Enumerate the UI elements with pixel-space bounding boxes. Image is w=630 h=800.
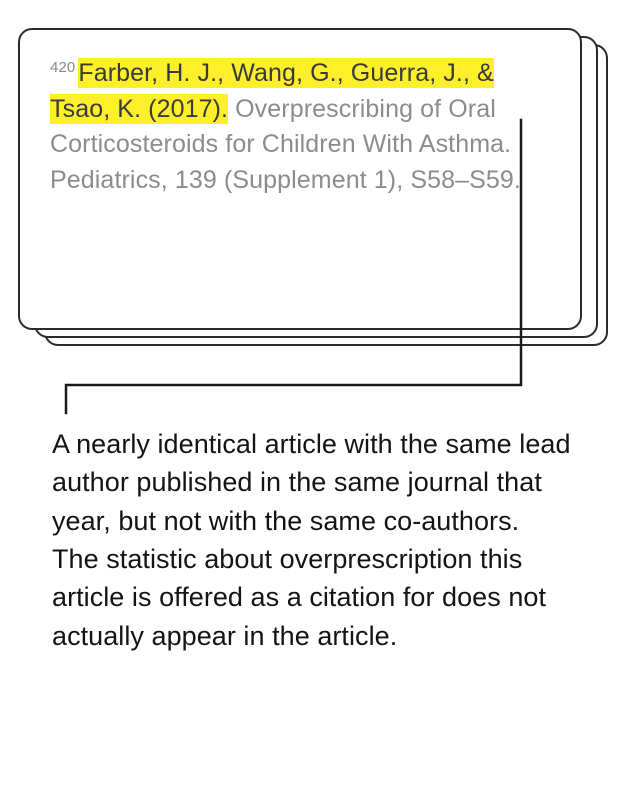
- reference-number: 420: [50, 58, 76, 76]
- annotation-text: A nearly identical article with the same lead author published in the same journal that year, but not with the same co-authors. The statistic about overprescription this article is offered as a citation for does not actually appear in the article.: [52, 429, 571, 651]
- citation-text: [50, 56, 550, 198]
- highlighted-authors: Farber, H. J., Wang, G., Guerra, J., & Tsao, K. (2017).: [50, 59, 494, 123]
- citation-remainder: Overprescribing of Oral Corticosteroids for Children With Asthma. Pediatrics, 139 (Supplement 1), S58–S59.: [50, 94, 521, 194]
- citation-card: [18, 28, 582, 330]
- citation-card-stack: [18, 28, 608, 346]
